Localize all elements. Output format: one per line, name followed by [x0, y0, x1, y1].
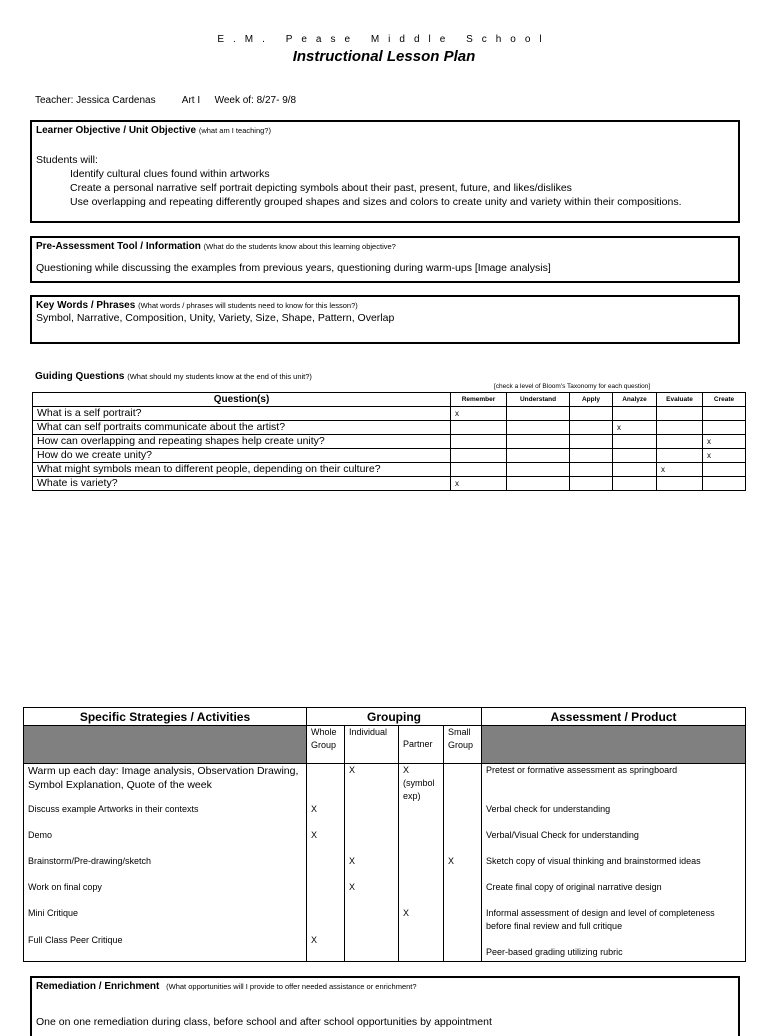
whole-group-cell — [307, 855, 345, 881]
table-row — [33, 463, 746, 477]
mark-cell — [507, 463, 570, 477]
mark-cell: x — [703, 435, 746, 449]
question-cell: What can self portraits communicate about the artist? — [33, 421, 451, 435]
grouping-label: Individual — [345, 726, 399, 764]
assessment-cell: Informal assessment of design and level of completeness before final review and full critique — [482, 907, 746, 934]
course-name: Art I — [181, 95, 201, 106]
individual-cell — [345, 803, 399, 829]
objective-label: Learner Objective / Unit Objective — [36, 125, 197, 136]
whole-group-cell — [307, 764, 345, 804]
table-row — [33, 421, 746, 435]
partner-cell — [399, 855, 444, 881]
individual-cell — [345, 907, 399, 934]
mark-cell — [507, 449, 570, 463]
remediation-text: One on one remediation during class, before school and after school opportunities by appointment — [36, 1016, 492, 1028]
mark-cell: x — [657, 463, 703, 477]
mark-cell — [570, 407, 613, 421]
guiding-questions-table — [32, 392, 746, 491]
table-row — [24, 764, 746, 804]
remediation-heading — [36, 981, 734, 992]
activity-cell: Discuss example Artworks in their contexts — [24, 803, 307, 829]
small-group-cell — [444, 934, 482, 961]
assessment-header: Assessment / Product — [482, 708, 746, 726]
individual-cell: X — [345, 881, 399, 907]
keywords-box — [30, 295, 740, 344]
level-header: Create — [703, 393, 746, 407]
school-name: E.M. Pease Middle School — [217, 34, 551, 45]
pre-assessment-hint: (What do the students know about this learning objective? — [203, 242, 396, 251]
objective-heading — [36, 125, 734, 136]
page-title: Instructional Lesson Plan — [292, 48, 476, 65]
activities-header-row — [24, 708, 746, 726]
pre-assessment-heading — [36, 241, 734, 252]
activity-cell: Demo — [24, 829, 307, 855]
question-header: Question(s) — [33, 393, 451, 407]
partner-cell — [399, 934, 444, 961]
small-group-cell: X — [444, 855, 482, 881]
assessment-cell: Peer-based grading utilizing rubric — [482, 934, 746, 961]
objective-item: Use overlapping and repeating differently grouped shapes and sizes and colors to create unity and variety within their compositions. — [70, 196, 682, 208]
mark-cell — [451, 421, 507, 435]
pre-assessment-label: Pre-Assessment Tool / Information — [36, 241, 201, 252]
lesson-meta — [35, 95, 296, 106]
question-cell: Whate is variety? — [33, 477, 451, 491]
table-row — [33, 435, 746, 449]
whole-group-cell: X — [307, 934, 345, 961]
pre-assessment-text: Questioning while discussing the examples from previous years, questioning during warm-ups [Image analysis] — [36, 262, 551, 274]
shaded-cell — [482, 726, 746, 764]
question-cell: What might symbols mean to different people, depending on their culture? — [33, 463, 451, 477]
assessment-cell: Sketch copy of visual thinking and brainstormed ideas — [482, 855, 746, 881]
mark-cell — [451, 435, 507, 449]
pre-assessment-box — [30, 236, 740, 283]
mark-cell — [613, 449, 657, 463]
activity-cell: Full Class Peer Critique — [24, 934, 307, 961]
objective-intro: Students will: — [36, 154, 98, 166]
small-group-cell — [444, 803, 482, 829]
keywords-label: Key Words / Phrases — [36, 300, 136, 311]
objective-box — [30, 120, 740, 223]
mark-cell — [570, 435, 613, 449]
question-cell: How can overlapping and repeating shapes help create unity? — [33, 435, 451, 449]
mark-cell — [703, 463, 746, 477]
mark-cell — [570, 463, 613, 477]
grouping-label: Small Group — [444, 726, 482, 764]
mark-cell: x — [451, 407, 507, 421]
partner-cell — [399, 829, 444, 855]
individual-cell: X — [345, 764, 399, 804]
mark-cell — [507, 421, 570, 435]
mark-cell — [703, 477, 746, 491]
partner-cell: X (symbol exp) — [399, 764, 444, 804]
mark-cell: x — [613, 421, 657, 435]
shaded-cell — [24, 726, 307, 764]
mark-cell — [657, 449, 703, 463]
week-range: Week of: 8/27- 9/8 — [214, 95, 297, 106]
guiding-heading — [35, 371, 312, 382]
mark-cell — [570, 449, 613, 463]
remediation-box — [30, 976, 740, 1036]
activity-cell: Brainstorm/Pre-drawing/sketch — [24, 855, 307, 881]
small-group-cell — [444, 829, 482, 855]
objective-item: Identify cultural clues found within artworks — [70, 168, 270, 180]
mark-cell — [451, 463, 507, 477]
small-group-cell — [444, 764, 482, 804]
mark-cell — [703, 421, 746, 435]
remediation-hint: (What opportunities will I provide to offer needed assistance or enrichment? — [166, 982, 417, 991]
whole-group-cell: X — [307, 803, 345, 829]
assessment-cell: Create final copy of original narrative design — [482, 881, 746, 907]
small-group-cell — [444, 881, 482, 907]
table-row — [24, 829, 746, 855]
mark-cell — [570, 421, 613, 435]
guiding-hint: (What should my students know at the end of this unit?) — [127, 372, 312, 381]
partner-cell — [399, 881, 444, 907]
mark-cell — [613, 477, 657, 491]
table-row — [24, 881, 746, 907]
mark-cell — [570, 477, 613, 491]
grouping-label: Partner — [399, 726, 444, 764]
mark-cell — [451, 449, 507, 463]
table-row — [24, 934, 746, 961]
assessment-cell: Pretest or formative assessment as springboard — [482, 764, 746, 804]
question-cell: What is a self portrait? — [33, 407, 451, 421]
level-header: Apply — [570, 393, 613, 407]
keywords-text: Symbol, Narrative, Composition, Unity, Variety, Size, Shape, Pattern, Overlap — [36, 312, 395, 324]
bloom-note: [check a level of Bloom's Taxonomy for each question] — [494, 383, 651, 390]
remediation-label: Remediation / Enrichment — [36, 981, 160, 992]
small-group-cell — [444, 907, 482, 934]
mark-cell — [507, 435, 570, 449]
strategies-header: Specific Strategies / Activities — [24, 708, 307, 726]
table-row — [33, 407, 746, 421]
table-row — [24, 855, 746, 881]
table-row — [24, 907, 746, 934]
activity-cell: Warm up each day: Image analysis, Observation Drawing, Symbol Explanation, Quote of the week — [24, 764, 307, 804]
mark-cell — [613, 407, 657, 421]
guiding-label: Guiding Questions — [35, 371, 125, 382]
mark-cell — [657, 421, 703, 435]
keywords-hint: (What words / phrases will students need to know for this lesson?) — [138, 301, 358, 310]
mark-cell — [507, 407, 570, 421]
level-header: Remember — [451, 393, 507, 407]
assessment-cell: Verbal check for understanding — [482, 803, 746, 829]
mark-cell: x — [703, 449, 746, 463]
mark-cell: x — [451, 477, 507, 491]
mark-cell — [613, 435, 657, 449]
mark-cell — [507, 477, 570, 491]
objective-body — [36, 153, 734, 209]
individual-cell: X — [345, 855, 399, 881]
objective-hint: (what am I teaching?) — [198, 126, 271, 135]
grouping-label: Whole Group — [307, 726, 345, 764]
keywords-heading — [36, 300, 734, 311]
partner-cell: X — [399, 907, 444, 934]
grouping-header: Grouping — [307, 708, 482, 726]
grouping-subheader-row — [24, 726, 746, 764]
activity-cell: Mini Critique — [24, 907, 307, 934]
assessment-cell: Verbal/Visual Check for understanding — [482, 829, 746, 855]
question-cell: How do we create unity? — [33, 449, 451, 463]
table-row — [33, 477, 746, 491]
level-header: Analyze — [613, 393, 657, 407]
level-header: Understand — [507, 393, 570, 407]
mark-cell — [613, 463, 657, 477]
whole-group-cell — [307, 881, 345, 907]
whole-group-cell — [307, 907, 345, 934]
mark-cell — [657, 407, 703, 421]
guiding-header-row — [33, 393, 746, 407]
table-row — [33, 449, 746, 463]
whole-group-cell: X — [307, 829, 345, 855]
individual-cell — [345, 829, 399, 855]
partner-cell — [399, 803, 444, 829]
mark-cell — [657, 477, 703, 491]
mark-cell — [703, 407, 746, 421]
mark-cell — [657, 435, 703, 449]
level-header: Evaluate — [657, 393, 703, 407]
activities-table — [23, 707, 746, 962]
teacher-name: Teacher: Jessica Cardenas — [35, 95, 156, 106]
objective-item: Create a personal narrative self portrait depicting symbols about their past, present, future, and likes/dislikes — [70, 182, 572, 194]
activity-cell: Work on final copy — [24, 881, 307, 907]
table-row — [24, 803, 746, 829]
individual-cell — [345, 934, 399, 961]
